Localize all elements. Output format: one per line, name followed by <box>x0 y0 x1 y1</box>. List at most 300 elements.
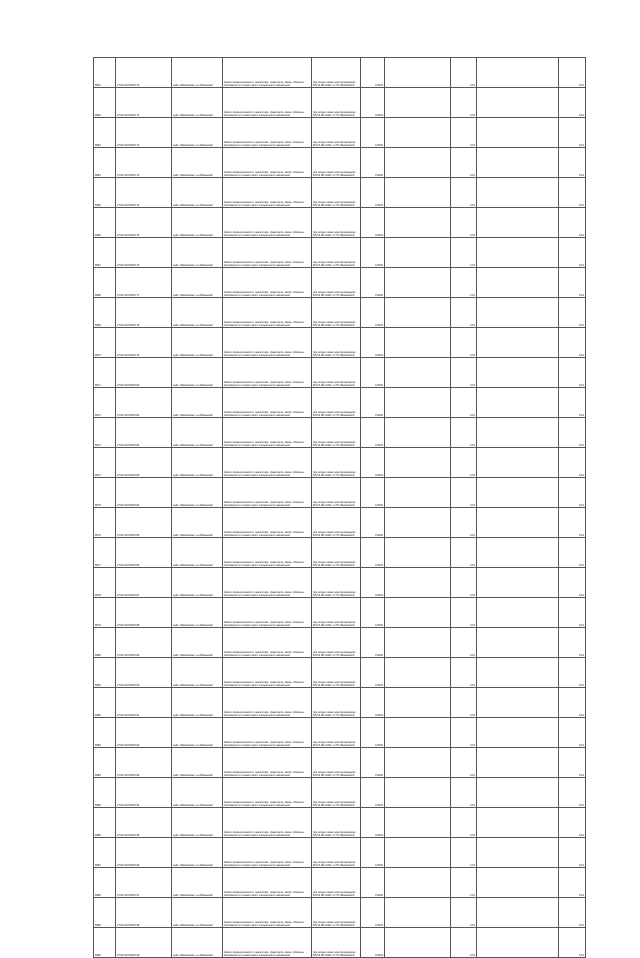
cell-value-2: 0,14 <box>559 388 586 418</box>
cell-land-category: Земли промышленности, энергетики, транспорта, связи, обороны, безопасности и земли иного специального назначения <box>223 298 312 328</box>
table-row <box>94 208 586 238</box>
cell-empty <box>477 298 559 328</box>
cell-location: хабр. Ивановская, р-н Бикинский <box>172 568 223 598</box>
cell-land-category: Земли промышленности, энергетики, транспорта, связи, обороны, безопасности и земли иного специального назначения <box>223 88 312 118</box>
cell-empty <box>385 208 451 238</box>
cell-cadastral-number: 27:02:0107029:177 <box>116 268 172 298</box>
cell-id: 8985 <box>94 778 116 808</box>
cell-area: 0,0004 <box>361 508 385 538</box>
cell-value-2: 0,14 <box>559 478 586 508</box>
cell-cadastral-number: 27:02:0107029:198 <box>116 898 172 928</box>
cell-empty <box>477 868 559 898</box>
cell-land-category: Земли промышленности, энергетики, транспорта, связи, обороны, безопасности и земли иного специального назначения <box>223 508 312 538</box>
cell-empty <box>385 628 451 658</box>
table-row <box>94 448 586 478</box>
cell-cadastral-number: 27:02:0107029:194 <box>116 778 172 808</box>
cell-location: хабр. Ивановская, р-н Бикинский <box>172 358 223 388</box>
cell-location: хабр. Ивановская, р-н Бикинский <box>172 838 223 868</box>
cell-empty <box>477 778 559 808</box>
cell-id: 8976 <box>94 508 116 538</box>
cell-id: 8968 <box>94 268 116 298</box>
cell-land-category: Земли промышленности, энергетики, транспорта, связи, обороны, безопасности и земли иного специального назначения <box>223 148 312 178</box>
cell-cadastral-number: 27:02:0107029:176 <box>116 238 172 268</box>
cell-empty <box>385 868 451 898</box>
cell-land-category: Земли промышленности, энергетики, транспорта, связи, обороны, безопасности и земли иного специального назначения <box>223 328 312 358</box>
cell-permitted-use: под опоры линии электропередачи ВЛ-10 кВ №101 от ПС Ивановской <box>312 388 361 418</box>
cell-id: 8974 <box>94 448 116 478</box>
cell-empty <box>477 568 559 598</box>
cell-land-category: Земли промышленности, энергетики, транспорта, связи, обороны, безопасности и земли иного специального назначения <box>223 868 312 898</box>
cell-location: хабр. Ивановская, р-н Бикинский <box>172 508 223 538</box>
cell-empty <box>385 508 451 538</box>
cell-permitted-use: под опоры линии электропередачи ВЛ-10 кВ №101 от ПС Ивановской <box>312 928 361 958</box>
cell-area: 0,0004 <box>361 358 385 388</box>
cell-value-1: 0,13 <box>451 898 477 928</box>
land-plots-table <box>93 57 586 958</box>
cell-permitted-use: под опоры линии электропередачи ВЛ-10 кВ №101 от ПС Ивановской <box>312 448 361 478</box>
cell-value-2: 0,14 <box>559 598 586 628</box>
cell-location: хабр. Ивановская, р-н Бикинский <box>172 388 223 418</box>
cell-permitted-use: под опоры линии электропередачи ВЛ-10 кВ №101 от ПС Ивановской <box>312 628 361 658</box>
cell-value-2: 0,14 <box>559 718 586 748</box>
cell-area: 0,0004 <box>361 238 385 268</box>
cell-empty <box>385 298 451 328</box>
cell-id: 8973 <box>94 418 116 448</box>
cell-value-1: 2,13 <box>451 448 477 478</box>
cell-area: 0,0004 <box>361 298 385 328</box>
cell-land-category: Земли промышленности, энергетики, транспорта, связи, обороны, безопасности и земли иного специального назначения <box>223 748 312 778</box>
cell-value-2: 0,14 <box>559 268 586 298</box>
cell-land-category: Земли промышленности, энергетики, транспорта, связи, обороны, безопасности и земли иного специального назначения <box>223 628 312 658</box>
cell-cadastral-number: 27:02:0107029:179 <box>116 328 172 358</box>
cell-id: 8971 <box>94 358 116 388</box>
table-row <box>94 508 586 538</box>
cell-area: 0,0004 <box>361 748 385 778</box>
cell-area: 0,0004 <box>361 148 385 178</box>
table-row <box>94 88 586 118</box>
cell-value-2: 0,14 <box>559 448 586 478</box>
cell-id: 8983 <box>94 718 116 748</box>
cell-empty <box>477 538 559 568</box>
cell-location: хабр. Ивановская, р-н Бикинский <box>172 178 223 208</box>
cell-location: хабр. Ивановская, р-н Бикинский <box>172 808 223 838</box>
cell-value-2: 0,14 <box>559 238 586 268</box>
cell-permitted-use: под опоры линии электропередачи ВЛ-10 кВ №101 от ПС Ивановской <box>312 358 361 388</box>
cell-location: хабр. Ивановская, р-н Бикинский <box>172 118 223 148</box>
cell-value-1: 2,13 <box>451 418 477 448</box>
cell-empty <box>477 838 559 868</box>
cell-area: 0,0004 <box>361 658 385 688</box>
cell-cadastral-number: 27:02:0107029:180 <box>116 358 172 388</box>
cell-id: 8972 <box>94 388 116 418</box>
cell-permitted-use: под опоры линии электропередачи ВЛ-10 кВ №101 от ПС Ивановской <box>312 778 361 808</box>
cell-value-1: 0,13 <box>451 748 477 778</box>
cell-empty <box>477 478 559 508</box>
cell-empty <box>385 328 451 358</box>
cell-value-2: 0,14 <box>559 298 586 328</box>
table-body <box>94 58 586 958</box>
cell-land-category: Земли промышленности, энергетики, транспорта, связи, обороны, безопасности и земли иного специального назначения <box>223 928 312 958</box>
cell-id: 8986 <box>94 808 116 838</box>
cell-value-1: 0,13 <box>451 538 477 568</box>
cell-permitted-use: под опоры линии электропередачи ВЛ-10 кВ №101 от ПС Ивановской <box>312 268 361 298</box>
cell-value-2: 0,14 <box>559 748 586 778</box>
cell-value-2: 0,14 <box>559 58 586 88</box>
cell-permitted-use: под опоры линии электропередачи ВЛ-10 кВ №101 от ПС Ивановской <box>312 508 361 538</box>
cell-location: хабр. Ивановская, р-н Бикинский <box>172 748 223 778</box>
cell-location: хабр. Ивановская, р-н Бикинский <box>172 208 223 238</box>
table-row <box>94 628 586 658</box>
cell-id: 8975 <box>94 478 116 508</box>
cell-value-1: 0,13 <box>451 478 477 508</box>
cell-location: хабр. Ивановская, р-н Бикинский <box>172 598 223 628</box>
table-row <box>94 808 586 838</box>
cell-land-category: Земли промышленности, энергетики, транспорта, связи, обороны, безопасности и земли иного специального назначения <box>223 718 312 748</box>
cell-value-2: 0,14 <box>559 688 586 718</box>
cell-area: 0,0004 <box>361 868 385 898</box>
cell-cadastral-number: 27:02:0107029:178 <box>116 298 172 328</box>
cell-id: 8979 <box>94 598 116 628</box>
cell-id: 8962 <box>94 88 116 118</box>
cell-empty <box>385 148 451 178</box>
cell-empty <box>477 448 559 478</box>
cell-empty <box>477 898 559 928</box>
cell-land-category: Земли промышленности, энергетики, транспорта, связи, обороны, безопасности и земли иного специального назначения <box>223 118 312 148</box>
cell-land-category: Земли промышленности, энергетики, транспорта, связи, обороны, безопасности и земли иного специального назначения <box>223 358 312 388</box>
cell-empty <box>385 928 451 958</box>
cell-id: 8978 <box>94 568 116 598</box>
cell-id: 8980 <box>94 628 116 658</box>
cell-location: хабр. Ивановская, р-н Бикинский <box>172 928 223 958</box>
cell-empty <box>385 268 451 298</box>
cell-cadastral-number: 27:02:0107029:191 <box>116 688 172 718</box>
cell-value-1: 0,13 <box>451 928 477 958</box>
cell-permitted-use: под опоры линии электропередачи ВЛ-10 кВ №101 от ПС Ивановской <box>312 88 361 118</box>
cell-value-1: 0,13 <box>451 628 477 658</box>
cell-cadastral-number: 27:02:0107029:172 <box>116 118 172 148</box>
cell-location: хабр. Ивановская, р-н Бикинский <box>172 778 223 808</box>
cell-value-1: 0,13 <box>451 58 477 88</box>
cell-permitted-use: под опоры линии электропередачи ВЛ-10 кВ №101 от ПС Ивановской <box>312 868 361 898</box>
table-row <box>94 898 586 928</box>
table-row <box>94 568 586 598</box>
cell-area: 0,0004 <box>361 208 385 238</box>
cell-land-category: Земли промышленности, энергетики, транспорта, связи, обороны, безопасности и земли иного специального назначения <box>223 208 312 238</box>
cell-permitted-use: под опоры линии электропередачи ВЛ-10 кВ №101 от ПС Ивановской <box>312 598 361 628</box>
cell-value-1: 0,13 <box>451 148 477 178</box>
cell-cadastral-number: 27:02:0107029:199 <box>116 928 172 958</box>
cell-empty <box>385 778 451 808</box>
cell-land-category: Земли промышленности, энергетики, транспорта, связи, обороны, безопасности и земли иного специального назначения <box>223 418 312 448</box>
cell-value-1: 0,13 <box>451 658 477 688</box>
cell-value-1: 0,13 <box>451 178 477 208</box>
table-row <box>94 838 586 868</box>
table-row <box>94 268 586 298</box>
cell-empty <box>385 808 451 838</box>
cell-value-1: 0,13 <box>451 208 477 238</box>
cell-id: 8982 <box>94 688 116 718</box>
cell-cadastral-number: 27:02:0107029:190 <box>116 658 172 688</box>
cell-permitted-use: под опоры линии электропередачи ВЛ-10 кВ №101 от ПС Ивановской <box>312 838 361 868</box>
cell-location: хабр. Ивановская, р-н Бикинский <box>172 298 223 328</box>
cell-location: хабр. Ивановская, р-н Бикинский <box>172 688 223 718</box>
cell-permitted-use: под опоры линии электропередачи ВЛ-10 кВ №101 от ПС Ивановской <box>312 808 361 838</box>
cell-area: 0,0004 <box>361 688 385 718</box>
cell-empty <box>477 58 559 88</box>
cell-id: 8984 <box>94 748 116 778</box>
cell-empty <box>477 928 559 958</box>
cell-id: 8970 <box>94 328 116 358</box>
cell-location: хабр. Ивановская, р-н Бикинский <box>172 238 223 268</box>
cell-cadastral-number: 27:02:0107029:186 <box>116 538 172 568</box>
table-row <box>94 538 586 568</box>
cell-cadastral-number: 27:02:0107029:185 <box>116 508 172 538</box>
cell-empty <box>385 748 451 778</box>
table-row <box>94 868 586 898</box>
cell-location: хабр. Ивановская, р-н Бикинский <box>172 628 223 658</box>
cell-empty <box>385 358 451 388</box>
cell-empty <box>385 568 451 598</box>
cell-empty <box>477 88 559 118</box>
cell-empty <box>385 478 451 508</box>
cell-area: 0,0004 <box>361 598 385 628</box>
cell-area: 0,0004 <box>361 418 385 448</box>
cell-empty <box>477 388 559 418</box>
cell-empty <box>477 748 559 778</box>
cell-area: 0,0004 <box>361 478 385 508</box>
cell-empty <box>385 88 451 118</box>
cell-value-2: 0,14 <box>559 148 586 178</box>
cell-permitted-use: под опоры линии электропередачи ВЛ-10 кВ №101 от ПС Ивановской <box>312 418 361 448</box>
cell-value-1: 2,13 <box>451 868 477 898</box>
cell-id: 8981 <box>94 658 116 688</box>
cell-value-2: 0,14 <box>559 358 586 388</box>
cell-empty <box>385 418 451 448</box>
cell-empty <box>477 718 559 748</box>
cell-empty <box>385 238 451 268</box>
table-row <box>94 598 586 628</box>
cell-land-category: Земли промышленности, энергетики, транспорта, связи, обороны, безопасности и земли иного специального назначения <box>223 178 312 208</box>
cell-id: 8964 <box>94 148 116 178</box>
cell-land-category: Земли промышленности, энергетики, транспорта, связи, обороны, безопасности и земли иного специального назначения <box>223 778 312 808</box>
cell-cadastral-number: 27:02:0107029:173 <box>116 148 172 178</box>
cell-permitted-use: под опоры линии электропередачи ВЛ-10 кВ №101 от ПС Ивановской <box>312 58 361 88</box>
cell-value-2: 0,14 <box>559 178 586 208</box>
cell-value-2: 0,14 <box>559 838 586 868</box>
cell-value-1: 0,13 <box>451 118 477 148</box>
table-row <box>94 328 586 358</box>
cell-area: 0,0004 <box>361 568 385 598</box>
cell-permitted-use: под опоры линии электропередачи ВЛ-10 кВ №101 от ПС Ивановской <box>312 148 361 178</box>
cell-empty <box>385 658 451 688</box>
cell-area: 0,0004 <box>361 808 385 838</box>
cell-value-1: 0,13 <box>451 718 477 748</box>
cell-location: хабр. Ивановская, р-н Бикинский <box>172 658 223 688</box>
cell-land-category: Земли промышленности, энергетики, транспорта, связи, обороны, безопасности и земли иного специального назначения <box>223 58 312 88</box>
cell-cadastral-number: 27:02:0107029:189 <box>116 628 172 658</box>
cell-land-category: Земли промышленности, энергетики, транспорта, связи, обороны, безопасности и земли иного специального назначения <box>223 268 312 298</box>
cell-empty <box>477 268 559 298</box>
cell-id: 8989 <box>94 898 116 928</box>
cell-land-category: Земли промышленности, энергетики, транспорта, связи, обороны, безопасности и земли иного специального назначения <box>223 388 312 418</box>
cell-land-category: Земли промышленности, энергетики, транспорта, связи, обороны, безопасности и земли иного специального назначения <box>223 478 312 508</box>
cell-cadastral-number: 27:02:0107029:175 <box>116 208 172 238</box>
table-row <box>94 478 586 508</box>
cell-value-1: 0,13 <box>451 688 477 718</box>
cell-value-2: 0,14 <box>559 928 586 958</box>
cell-value-2: 0,14 <box>559 778 586 808</box>
cell-empty <box>385 58 451 88</box>
cell-id: 8963 <box>94 118 116 148</box>
table-row <box>94 358 586 388</box>
cell-area: 0,0004 <box>361 388 385 418</box>
cell-location: хабр. Ивановская, р-н Бикинский <box>172 538 223 568</box>
cell-empty <box>385 178 451 208</box>
cell-area: 0,0004 <box>361 448 385 478</box>
cell-empty <box>385 838 451 868</box>
cell-id: 8990 <box>94 928 116 958</box>
table-row <box>94 178 586 208</box>
cell-value-1: 2,13 <box>451 838 477 868</box>
cell-value-1: 2,13 <box>451 238 477 268</box>
table-row <box>94 58 586 88</box>
cell-land-category: Земли промышленности, энергетики, транспорта, связи, обороны, безопасности и земли иного специального назначения <box>223 448 312 478</box>
cell-area: 0,0004 <box>361 628 385 658</box>
cell-permitted-use: под опоры линии электропередачи ВЛ-10 кВ №101 от ПС Ивановской <box>312 328 361 358</box>
cell-permitted-use: под опоры линии электропередачи ВЛ-10 кВ №101 от ПС Ивановской <box>312 658 361 688</box>
cell-value-1: 0,13 <box>451 88 477 118</box>
cell-land-category: Земли промышленности, энергетики, транспорта, связи, обороны, безопасности и земли иного специального назначения <box>223 688 312 718</box>
cell-value-2: 0,14 <box>559 208 586 238</box>
cell-cadastral-number: 27:02:0107029:181 <box>116 388 172 418</box>
cell-permitted-use: под опоры линии электропередачи ВЛ-10 кВ №101 от ПС Ивановской <box>312 298 361 328</box>
cell-empty <box>385 598 451 628</box>
cell-value-1: 0,13 <box>451 508 477 538</box>
cell-cadastral-number: 27:02:0107029:182 <box>116 418 172 448</box>
cell-area: 0,0004 <box>361 118 385 148</box>
cell-cadastral-number: 27:02:0107029:187 <box>116 568 172 598</box>
cell-cadastral-number: 27:02:0107029:195 <box>116 808 172 838</box>
table-row <box>94 238 586 268</box>
table-row <box>94 148 586 178</box>
table-row <box>94 388 586 418</box>
cell-location: хабр. Ивановская, р-н Бикинский <box>172 718 223 748</box>
table-row <box>94 658 586 688</box>
cell-empty <box>477 238 559 268</box>
cell-permitted-use: под опоры линии электропередачи ВЛ-10 кВ №101 от ПС Ивановской <box>312 898 361 928</box>
table-row <box>94 748 586 778</box>
cell-area: 0,0004 <box>361 178 385 208</box>
cell-value-1: 2,13 <box>451 268 477 298</box>
cell-value-1: 0,13 <box>451 388 477 418</box>
table-row <box>94 778 586 808</box>
cell-value-1: 0,13 <box>451 808 477 838</box>
cell-value-2: 0,14 <box>559 898 586 928</box>
cell-id: 8977 <box>94 538 116 568</box>
cell-cadastral-number: 27:02:0107029:188 <box>116 598 172 628</box>
cell-area: 0,0004 <box>361 928 385 958</box>
cell-id: 8988 <box>94 868 116 898</box>
table-row <box>94 928 586 958</box>
table-row <box>94 118 586 148</box>
cell-area: 0,0004 <box>361 538 385 568</box>
cell-value-2: 0,14 <box>559 658 586 688</box>
cell-permitted-use: под опоры линии электропередачи ВЛ-10 кВ №101 от ПС Ивановской <box>312 208 361 238</box>
cell-value-2: 0,14 <box>559 418 586 448</box>
cell-value-2: 0,14 <box>559 328 586 358</box>
cell-land-category: Земли промышленности, энергетики, транспорта, связи, обороны, безопасности и земли иного специального назначения <box>223 838 312 868</box>
cell-permitted-use: под опоры линии электропередачи ВЛ-10 кВ №101 от ПС Ивановской <box>312 568 361 598</box>
cell-empty <box>385 718 451 748</box>
cell-empty <box>385 898 451 928</box>
cell-area: 0,0004 <box>361 838 385 868</box>
table-row <box>94 718 586 748</box>
cell-value-2: 0,14 <box>559 808 586 838</box>
cell-value-2: 0,14 <box>559 118 586 148</box>
cell-land-category: Земли промышленности, энергетики, транспорта, связи, обороны, безопасности и земли иного специального назначения <box>223 898 312 928</box>
table-row <box>94 418 586 448</box>
cell-permitted-use: под опоры линии электропередачи ВЛ-10 кВ №101 от ПС Ивановской <box>312 718 361 748</box>
cell-value-2: 0,14 <box>559 568 586 598</box>
cell-empty <box>477 808 559 838</box>
cell-empty <box>477 358 559 388</box>
cell-area: 0,0004 <box>361 268 385 298</box>
cell-value-2: 0,14 <box>559 508 586 538</box>
cell-area: 0,0004 <box>361 328 385 358</box>
cell-empty <box>477 148 559 178</box>
cell-permitted-use: под опоры линии электропередачи ВЛ-10 кВ №101 от ПС Ивановской <box>312 238 361 268</box>
cell-id: 8969 <box>94 298 116 328</box>
cell-value-1: 0,13 <box>451 598 477 628</box>
cell-cadastral-number: 27:02:0107029:197 <box>116 868 172 898</box>
cell-location: хабр. Ивановская, р-н Бикинский <box>172 898 223 928</box>
cell-id: 8987 <box>94 838 116 868</box>
cell-id: 8966 <box>94 208 116 238</box>
cell-id: 8967 <box>94 238 116 268</box>
cell-land-category: Земли промышленности, энергетики, транспорта, связи, обороны, безопасности и земли иного специального назначения <box>223 808 312 838</box>
cell-location: хабр. Ивановская, р-н Бикинский <box>172 868 223 898</box>
cell-empty <box>477 508 559 538</box>
cell-cadastral-number: 27:02:0107029:183 <box>116 448 172 478</box>
cell-empty <box>385 118 451 148</box>
cell-empty <box>477 328 559 358</box>
cell-value-2: 0,14 <box>559 628 586 658</box>
cell-value-1: 0,13 <box>451 358 477 388</box>
cell-permitted-use: под опоры линии электропередачи ВЛ-10 кВ №101 от ПС Ивановской <box>312 748 361 778</box>
cell-value-2: 0,14 <box>559 88 586 118</box>
cell-empty <box>477 628 559 658</box>
cell-empty <box>385 388 451 418</box>
cell-permitted-use: под опоры линии электропередачи ВЛ-10 кВ №101 от ПС Ивановской <box>312 688 361 718</box>
cell-location: хабр. Ивановская, р-н Бикинский <box>172 328 223 358</box>
cell-permitted-use: под опоры линии электропередачи ВЛ-10 кВ №101 от ПС Ивановской <box>312 118 361 148</box>
cell-location: хабр. Ивановская, р-н Бикинский <box>172 88 223 118</box>
cell-location: хабр. Ивановская, р-н Бикинский <box>172 448 223 478</box>
cell-cadastral-number: 27:02:0107029:171 <box>116 88 172 118</box>
cell-empty <box>385 688 451 718</box>
cell-value-2: 0,14 <box>559 868 586 898</box>
cell-permitted-use: под опоры линии электропередачи ВЛ-10 кВ №101 от ПС Ивановской <box>312 478 361 508</box>
cell-land-category: Земли промышленности, энергетики, транспорта, связи, обороны, безопасности и земли иного специального назначения <box>223 598 312 628</box>
cell-empty <box>477 598 559 628</box>
cell-empty <box>477 118 559 148</box>
cell-cadastral-number: 27:02:0107029:184 <box>116 478 172 508</box>
cell-empty <box>477 208 559 238</box>
cell-id: 8965 <box>94 178 116 208</box>
cell-land-category: Земли промышленности, энергетики, транспорта, связи, обороны, безопасности и земли иного специального назначения <box>223 568 312 598</box>
cell-land-category: Земли промышленности, энергетики, транспорта, связи, обороны, безопасности и земли иного специального назначения <box>223 538 312 568</box>
cell-value-1: 0,13 <box>451 328 477 358</box>
